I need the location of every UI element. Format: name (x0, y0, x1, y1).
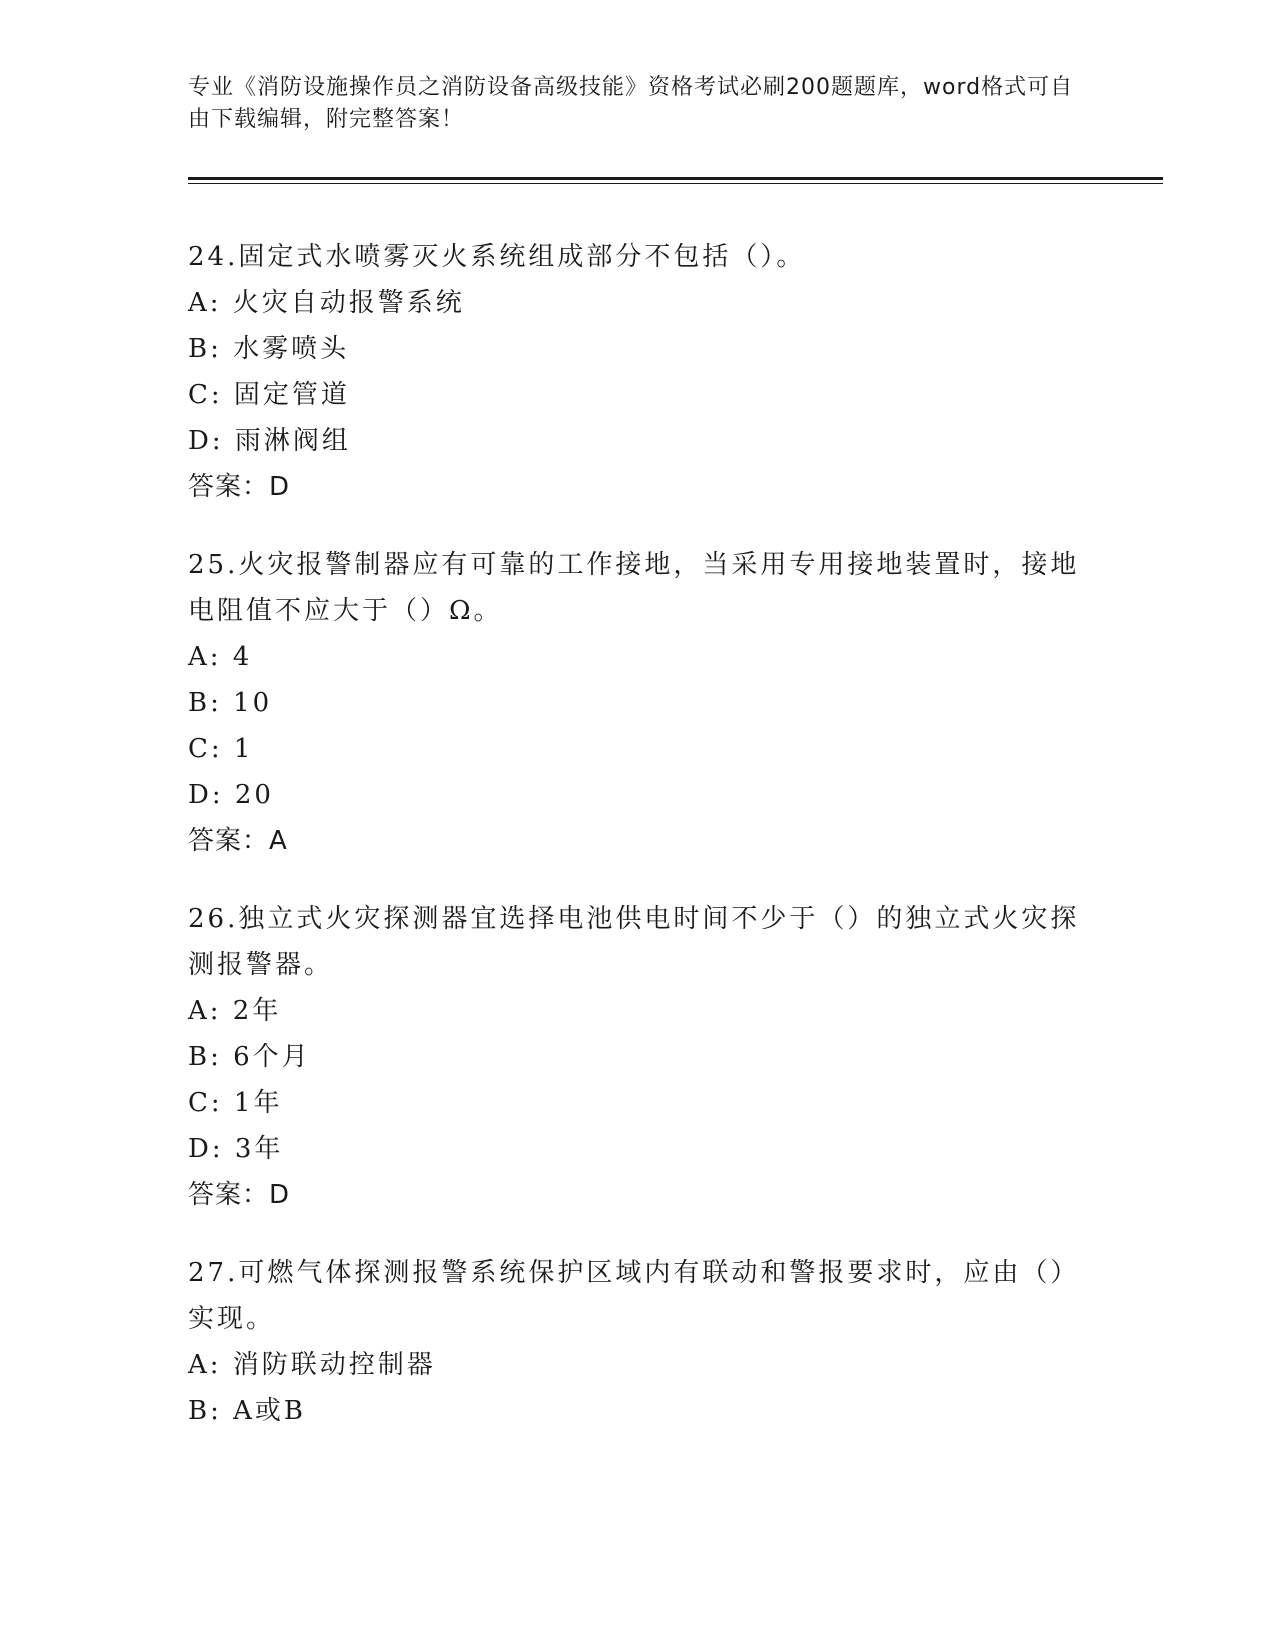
option-c: C: 1 (188, 734, 254, 764)
option-b: B: 10 (188, 688, 273, 718)
option-b: B: A或B (188, 1396, 307, 1426)
question-stem: 26.独立式火灾探测器宜选择电池供电时间不少于（）的独立式火灾探测报警器。 (188, 904, 1080, 980)
option-a: A: 消防联动控制器 (188, 1350, 436, 1380)
question-24 (188, 234, 1088, 510)
header-divider-thin (188, 183, 1163, 184)
question-stem: 24.固定式水喷雾灭火系统组成部分不包括（）。 (188, 242, 806, 272)
answer-label: 答案：D (188, 472, 291, 502)
option-a: A: 2年 (188, 996, 282, 1026)
option-c: C: 固定管道 (188, 380, 350, 410)
option-d: D: 3年 (188, 1134, 284, 1164)
option-a: A: 4 (188, 642, 253, 672)
question-stem: 25.火灾报警制器应有可靠的工作接地，当采用专用接地装置时，接地电阻值不应大于（）Ω。 (188, 550, 1080, 626)
option-c: C: 1年 (188, 1088, 283, 1118)
header-divider-thick (188, 177, 1163, 180)
option-d: D: 20 (188, 780, 274, 810)
option-b: B: 水雾喷头 (188, 334, 350, 364)
question-26 (188, 896, 1088, 1218)
question-list (188, 234, 1088, 1466)
option-b: B: 6个月 (188, 1042, 311, 1072)
question-stem: 27.可燃气体探测报警系统保护区域内有联动和警报要求时，应由（）实现。 (188, 1258, 1080, 1334)
option-a: A: 火灾自动报警系统 (188, 288, 465, 318)
option-d: D: 雨淋阀组 (188, 426, 351, 456)
answer-label: 答案：D (188, 1180, 291, 1210)
question-25 (188, 542, 1088, 864)
question-27 (188, 1250, 1088, 1434)
answer-label: 答案：A (188, 826, 288, 856)
document-header: 专业《消防设施操作员之消防设备高级技能》资格考试必刷200题题库，word格式可自由下载编辑，附完整答案！ (188, 75, 1074, 132)
